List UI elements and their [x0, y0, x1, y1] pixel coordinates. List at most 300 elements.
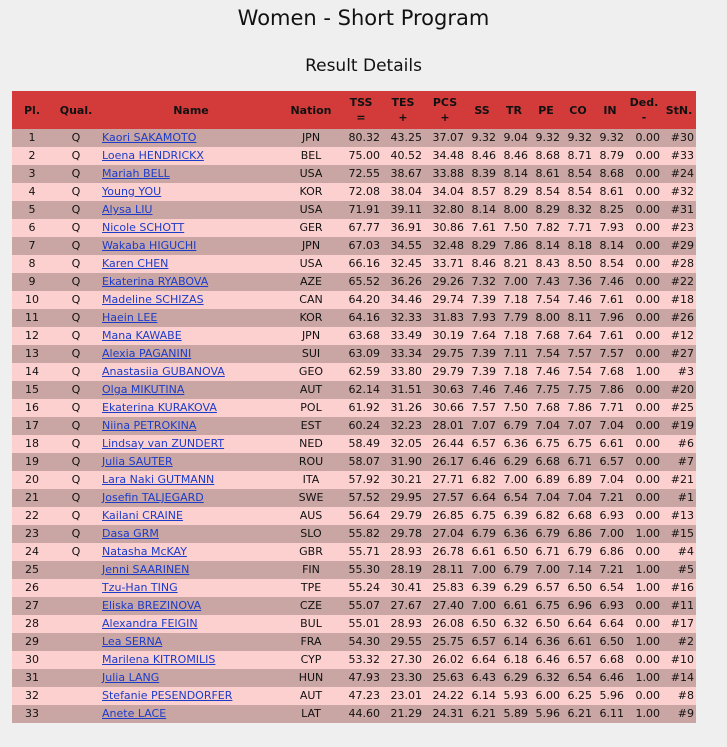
- cell-name: [100, 687, 282, 705]
- cell-ded: 1.00: [635, 563, 660, 576]
- cell-tss: 55.71: [348, 545, 380, 558]
- cell-pe: 6.71: [535, 545, 560, 558]
- cell-name: [100, 255, 282, 273]
- skater-name-link[interactable]: Alexia PAGANINI: [102, 347, 192, 360]
- cell-ss: 8.29: [471, 239, 496, 252]
- cell-qual: Q: [71, 365, 81, 378]
- cell-stn: #23: [670, 221, 694, 234]
- cell-in: 7.68: [599, 365, 624, 378]
- cell-co: 9.32: [567, 131, 592, 144]
- cell-co: 7.57: [567, 347, 592, 360]
- cell-ded: 0.00: [635, 275, 660, 288]
- skater-name-link[interactable]: Ekaterina RYABOVA: [102, 275, 209, 288]
- cell-place: 14: [25, 365, 39, 378]
- skater-name-link[interactable]: Alysa LIU: [102, 203, 153, 216]
- cell-tss: 56.64: [348, 509, 380, 522]
- cell-name: [100, 615, 282, 633]
- cell-stn: #27: [670, 347, 694, 360]
- cell-place: 29: [25, 635, 39, 648]
- cell-tr: 5.89: [503, 707, 528, 720]
- cell-stn: #4: [677, 545, 694, 558]
- cell-ss: 6.61: [471, 545, 496, 558]
- cell-ded: 0.00: [635, 149, 660, 162]
- cell-qual: Q: [71, 455, 81, 468]
- cell-tes: 31.26: [390, 401, 422, 414]
- cell-ded: 0.00: [635, 311, 660, 324]
- cell-ss: 7.00: [471, 599, 496, 612]
- cell-nation: BUL: [300, 617, 322, 630]
- cell-place: 8: [28, 257, 36, 270]
- cell-tr: 5.93: [503, 689, 528, 702]
- cell-qual: [52, 633, 100, 651]
- skater-name-link[interactable]: Mariah BELL: [102, 167, 170, 180]
- cell-place: 16: [25, 401, 39, 414]
- cell-qual: Q: [71, 221, 81, 234]
- table-row: [12, 219, 696, 237]
- cell-name: [100, 183, 282, 201]
- cell-ss: 6.57: [471, 437, 496, 450]
- cell-stn: #3: [677, 365, 694, 378]
- cell-name: [100, 327, 282, 345]
- cell-pcs: 30.63: [432, 383, 464, 396]
- cell-nation: POL: [300, 401, 322, 414]
- cell-name: [100, 435, 282, 453]
- cell-tes: 36.26: [390, 275, 422, 288]
- cell-ded: 0.00: [635, 545, 660, 558]
- cell-tss: 61.92: [348, 401, 380, 414]
- skater-name-link[interactable]: Lara Naki GUTMANN: [102, 473, 215, 486]
- skater-name-link[interactable]: Ekaterina KURAKOVA: [102, 401, 217, 414]
- cell-name: [100, 201, 282, 219]
- cell-tss: 55.24: [348, 581, 380, 594]
- header-tes-sub: +: [398, 111, 408, 124]
- skater-name-link[interactable]: Julia LANG: [102, 671, 160, 684]
- cell-qual: Q: [71, 419, 81, 432]
- cell-place: 32: [25, 689, 39, 702]
- cell-tes: 31.51: [390, 383, 422, 396]
- cell-tss: 80.32: [348, 131, 380, 144]
- cell-stn: #20: [670, 383, 694, 396]
- cell-ss: 9.32: [471, 131, 496, 144]
- cell-qual: Q: [71, 383, 81, 396]
- cell-stn: #14: [670, 671, 694, 684]
- cell-pe: 7.00: [535, 563, 560, 576]
- table-row: [12, 651, 696, 669]
- table-row: [12, 345, 696, 363]
- cell-qual: Q: [71, 491, 81, 504]
- cell-tss: 57.52: [348, 491, 380, 504]
- cell-tes: 29.78: [390, 527, 422, 540]
- cell-qual: [52, 669, 100, 687]
- skater-name-link[interactable]: Wakaba HIGUCHI: [102, 239, 197, 252]
- cell-in: 8.14: [599, 239, 624, 252]
- cell-ded: 1.00: [635, 527, 660, 540]
- skater-name-link[interactable]: Madeline SCHIZAS: [102, 293, 204, 306]
- cell-nation: CYP: [300, 653, 322, 666]
- cell-qual: Q: [71, 239, 81, 252]
- table-row: [12, 597, 696, 615]
- cell-co: 6.54: [567, 671, 592, 684]
- skater-name-link[interactable]: Anastasiia GUBANOVA: [102, 365, 225, 378]
- skater-name-link[interactable]: Stefanie PESENDORFER: [102, 689, 233, 702]
- cell-qual: [52, 705, 100, 723]
- cell-tr: 8.21: [503, 257, 528, 270]
- cell-tr: 7.18: [503, 293, 528, 306]
- cell-place: 33: [25, 707, 39, 720]
- skater-name-link[interactable]: Kaori SAKAMOTO: [102, 131, 197, 144]
- cell-name: [100, 651, 282, 669]
- cell-pe: 7.82: [535, 221, 560, 234]
- cell-co: 6.50: [567, 581, 592, 594]
- cell-ss: 7.39: [471, 347, 496, 360]
- cell-tss: 64.20: [348, 293, 380, 306]
- skater-name-link[interactable]: Dasa GRM: [102, 527, 159, 540]
- cell-in: 7.61: [599, 329, 624, 342]
- skater-name-link[interactable]: Eliska BREZINOVA: [102, 599, 202, 612]
- skater-name-link[interactable]: Anete LACE: [102, 707, 167, 720]
- cell-tss: 64.16: [348, 311, 380, 324]
- cell-co: 7.75: [567, 383, 592, 396]
- cell-name: [100, 471, 282, 489]
- cell-in: 7.71: [599, 401, 624, 414]
- skater-name-link[interactable]: Olga MIKUTINA: [102, 383, 185, 396]
- cell-co: 6.68: [567, 509, 592, 522]
- cell-tes: 34.46: [390, 293, 422, 306]
- skater-name-link[interactable]: Natasha McKAY: [102, 545, 187, 558]
- cell-in: 7.21: [599, 491, 624, 504]
- cell-ded: 0.00: [635, 491, 660, 504]
- cell-ss: 7.07: [471, 419, 496, 432]
- cell-name: [100, 633, 282, 651]
- cell-tes: 23.01: [390, 689, 422, 702]
- cell-in: 7.93: [599, 221, 624, 234]
- cell-ded: 0.00: [635, 419, 660, 432]
- header-ded-sub: -: [641, 111, 647, 124]
- cell-tss: 54.30: [348, 635, 380, 648]
- cell-stn: #31: [670, 203, 694, 216]
- cell-tr: 7.00: [503, 275, 528, 288]
- cell-pe: 6.00: [535, 689, 560, 702]
- table-row: [12, 633, 696, 651]
- cell-ded: 1.00: [635, 365, 660, 378]
- cell-name: [100, 147, 282, 165]
- cell-place: 12: [25, 329, 39, 342]
- cell-tss: 58.07: [348, 455, 380, 468]
- cell-stn: #1: [677, 491, 694, 504]
- cell-ded: 0.00: [635, 599, 660, 612]
- cell-stn: #24: [670, 167, 694, 180]
- cell-ded: 0.00: [635, 455, 660, 468]
- cell-in: 6.54: [599, 581, 624, 594]
- header-tss-label: TSS: [349, 96, 373, 109]
- cell-tes: 38.04: [390, 185, 422, 198]
- cell-tss: 62.14: [348, 383, 380, 396]
- table-row: [12, 687, 696, 705]
- cell-ss: 6.57: [471, 635, 496, 648]
- header-ss: SS: [474, 103, 490, 117]
- cell-tss: 66.16: [348, 257, 380, 270]
- table-row: [12, 237, 696, 255]
- cell-ss: 7.64: [471, 329, 496, 342]
- cell-qual: Q: [71, 257, 81, 270]
- cell-tes: 28.19: [390, 563, 422, 576]
- skater-name-link[interactable]: Marilena KITROMILIS: [102, 653, 216, 666]
- cell-pcs: 26.02: [432, 653, 464, 666]
- cell-name: [100, 363, 282, 381]
- skater-name-link[interactable]: Young YOU: [102, 185, 162, 198]
- cell-in: 8.25: [599, 203, 624, 216]
- cell-tss: 53.32: [348, 653, 380, 666]
- cell-pe: 5.96: [535, 707, 560, 720]
- cell-nation: KOR: [299, 185, 323, 198]
- skater-name-link[interactable]: Haein LEE: [102, 311, 158, 324]
- cell-in: 6.11: [599, 707, 624, 720]
- cell-ss: 6.79: [471, 527, 496, 540]
- cell-pcs: 27.04: [432, 527, 464, 540]
- cell-tss: 65.52: [348, 275, 380, 288]
- header-co: CO: [569, 103, 587, 117]
- cell-qual: Q: [71, 527, 81, 540]
- cell-name: [100, 543, 282, 561]
- header-tr: TR: [506, 103, 522, 117]
- cell-pe: 8.54: [535, 185, 560, 198]
- cell-tss: 62.59: [348, 365, 380, 378]
- cell-ded: 0.00: [635, 689, 660, 702]
- cell-pcs: 26.17: [432, 455, 464, 468]
- cell-ss: 6.14: [471, 689, 496, 702]
- cell-ss: 6.21: [471, 707, 496, 720]
- cell-co: 6.79: [567, 545, 592, 558]
- cell-place: 28: [25, 617, 39, 630]
- cell-co: 6.21: [567, 707, 592, 720]
- cell-in: 6.64: [599, 617, 624, 630]
- cell-pe: 7.68: [535, 329, 560, 342]
- cell-co: 6.89: [567, 473, 592, 486]
- cell-pe: 8.68: [535, 149, 560, 162]
- cell-pcs: 24.31: [432, 707, 464, 720]
- cell-stn: #29: [670, 239, 694, 252]
- cell-in: 5.96: [599, 689, 624, 702]
- cell-ded: 0.00: [635, 509, 660, 522]
- cell-tr: 6.29: [503, 581, 528, 594]
- cell-name: [100, 507, 282, 525]
- skater-name-link[interactable]: Josefin TALJEGARD: [102, 491, 204, 504]
- cell-stn: #33: [670, 149, 694, 162]
- cell-qual: [52, 615, 100, 633]
- skater-name-link[interactable]: Alexandra FEIGIN: [102, 617, 198, 630]
- cell-tes: 29.55: [390, 635, 422, 648]
- cell-name: [100, 273, 282, 291]
- cell-tes: 27.67: [390, 599, 422, 612]
- cell-name: [100, 525, 282, 543]
- cell-nation: GBR: [299, 545, 323, 558]
- cell-tr: 7.50: [503, 401, 528, 414]
- cell-name: [100, 129, 282, 147]
- cell-stn: #10: [670, 653, 694, 666]
- cell-ss: 7.32: [471, 275, 496, 288]
- cell-ded: 1.00: [635, 707, 660, 720]
- cell-pe: 7.68: [535, 401, 560, 414]
- table-row: [12, 705, 696, 723]
- cell-place: 23: [25, 527, 39, 540]
- cell-tss: 63.09: [348, 347, 380, 360]
- cell-in: 8.79: [599, 149, 624, 162]
- table-row: [12, 579, 696, 597]
- cell-nation: CZE: [299, 599, 323, 612]
- cell-in: 7.00: [599, 527, 624, 540]
- cell-pe: 8.61: [535, 167, 560, 180]
- cell-co: 6.96: [567, 599, 592, 612]
- cell-pcs: 29.79: [432, 365, 464, 378]
- cell-pcs: 29.26: [432, 275, 464, 288]
- cell-qual: Q: [71, 347, 81, 360]
- cell-tes: 31.90: [390, 455, 422, 468]
- cell-pcs: 26.44: [432, 437, 464, 450]
- skater-name-link[interactable]: Julia SAUTER: [102, 455, 173, 468]
- skater-name-link[interactable]: Niina PETROKINA: [102, 419, 197, 432]
- cell-tr: 6.32: [503, 617, 528, 630]
- cell-tes: 29.79: [390, 509, 422, 522]
- cell-tss: 71.91: [348, 203, 380, 216]
- cell-in: 9.32: [599, 131, 624, 144]
- cell-ss: 8.46: [471, 257, 496, 270]
- cell-tr: 6.36: [503, 437, 528, 450]
- cell-tes: 34.55: [390, 239, 422, 252]
- cell-tr: 6.54: [503, 491, 528, 504]
- cell-co: 7.36: [567, 275, 592, 288]
- cell-pe: 6.46: [535, 653, 560, 666]
- cell-tes: 21.29: [390, 707, 422, 720]
- skater-name-link[interactable]: Lea SERNA: [102, 635, 163, 648]
- cell-tes: 32.33: [390, 311, 422, 324]
- skater-name-link[interactable]: Tzu-Han TING: [102, 581, 178, 594]
- cell-place: 19: [25, 455, 39, 468]
- cell-pcs: 28.11: [432, 563, 464, 576]
- cell-place: 30: [25, 653, 39, 666]
- header-tes: [382, 91, 424, 129]
- cell-in: 6.50: [599, 635, 624, 648]
- cell-place: 11: [25, 311, 39, 324]
- table-row: [12, 507, 696, 525]
- cell-tr: 7.00: [503, 473, 528, 486]
- cell-pe: 8.43: [535, 257, 560, 270]
- cell-pcs: 34.04: [432, 185, 464, 198]
- cell-ss: 8.39: [471, 167, 496, 180]
- cell-in: 7.46: [599, 275, 624, 288]
- cell-place: 17: [25, 419, 39, 432]
- table-row: [12, 525, 696, 543]
- cell-ss: 6.64: [471, 653, 496, 666]
- cell-pcs: 30.19: [432, 329, 464, 342]
- cell-qual: [52, 579, 100, 597]
- cell-co: 7.86: [567, 401, 592, 414]
- cell-stn: #32: [670, 185, 694, 198]
- cell-pe: 6.50: [535, 617, 560, 630]
- cell-tes: 33.80: [390, 365, 422, 378]
- skater-name-link[interactable]: Jenni SAARINEN: [102, 563, 190, 576]
- cell-name: [100, 345, 282, 363]
- table-row: [12, 489, 696, 507]
- table-row: [12, 201, 696, 219]
- cell-stn: #9: [677, 707, 694, 720]
- header-pcs-label: PCS: [432, 96, 458, 109]
- cell-qual: Q: [71, 329, 81, 342]
- skater-name-link[interactable]: Mana KAWABE: [102, 329, 182, 342]
- cell-pcs: 33.71: [432, 257, 464, 270]
- cell-tes: 33.49: [390, 329, 422, 342]
- cell-tr: 7.18: [503, 365, 528, 378]
- cell-ss: 7.93: [471, 311, 496, 324]
- cell-nation: BEL: [300, 149, 322, 162]
- table-row: [12, 561, 696, 579]
- cell-pe: 7.46: [535, 365, 560, 378]
- cell-nation: FIN: [302, 563, 320, 576]
- skater-name-link[interactable]: Lindsay van ZUNDERT: [102, 437, 225, 450]
- skater-name-link[interactable]: Kailani CRAINE: [102, 509, 183, 522]
- cell-stn: #17: [670, 617, 694, 630]
- cell-tes: 28.93: [390, 545, 422, 558]
- cell-pcs: 32.80: [432, 203, 464, 216]
- cell-tss: 58.49: [348, 437, 380, 450]
- cell-pe: 7.54: [535, 347, 560, 360]
- cell-stn: #12: [670, 329, 694, 342]
- cell-ded: 0.00: [635, 653, 660, 666]
- table-row: [12, 435, 696, 453]
- cell-co: 7.64: [567, 329, 592, 342]
- cell-place: 13: [25, 347, 39, 360]
- cell-pcs: 31.83: [432, 311, 464, 324]
- table-row: [12, 273, 696, 291]
- cell-ss: 8.14: [471, 203, 496, 216]
- cell-co: 6.64: [567, 617, 592, 630]
- cell-tss: 57.92: [348, 473, 380, 486]
- cell-name: [100, 579, 282, 597]
- table-row: [12, 399, 696, 417]
- cell-ded: 0.00: [635, 167, 660, 180]
- cell-pe: 7.54: [535, 293, 560, 306]
- skater-name-link[interactable]: Nicole SCHOTT: [102, 221, 185, 234]
- cell-tr: 6.39: [503, 509, 528, 522]
- cell-ded: 0.00: [635, 203, 660, 216]
- header-place: Pl.: [23, 103, 40, 117]
- cell-nation: JPN: [301, 239, 321, 252]
- cell-pcs: 32.48: [432, 239, 464, 252]
- cell-tr: 9.04: [503, 131, 528, 144]
- cell-co: 6.75: [567, 437, 592, 450]
- cell-stn: #22: [670, 275, 694, 288]
- cell-co: 8.54: [567, 185, 592, 198]
- cell-qual: Q: [71, 185, 81, 198]
- cell-stn: #13: [670, 509, 694, 522]
- cell-co: 8.50: [567, 257, 592, 270]
- cell-tes: 28.93: [390, 617, 422, 630]
- skater-name-link[interactable]: Loena HENDRICKX: [102, 149, 204, 162]
- cell-ss: 6.50: [471, 617, 496, 630]
- cell-qual: Q: [71, 509, 81, 522]
- results-table: [12, 91, 696, 723]
- cell-ded: 0.00: [635, 401, 660, 414]
- cell-in: 6.93: [599, 599, 624, 612]
- cell-tss: 67.03: [348, 239, 380, 252]
- cell-name: [100, 453, 282, 471]
- cell-in: 6.61: [599, 437, 624, 450]
- cell-tr: 7.46: [503, 383, 528, 396]
- cell-stn: #6: [677, 437, 694, 450]
- cell-ss: 6.64: [471, 491, 496, 504]
- skater-name-link[interactable]: Karen CHEN: [102, 257, 169, 270]
- cell-pe: 7.75: [535, 383, 560, 396]
- cell-place: 21: [25, 491, 39, 504]
